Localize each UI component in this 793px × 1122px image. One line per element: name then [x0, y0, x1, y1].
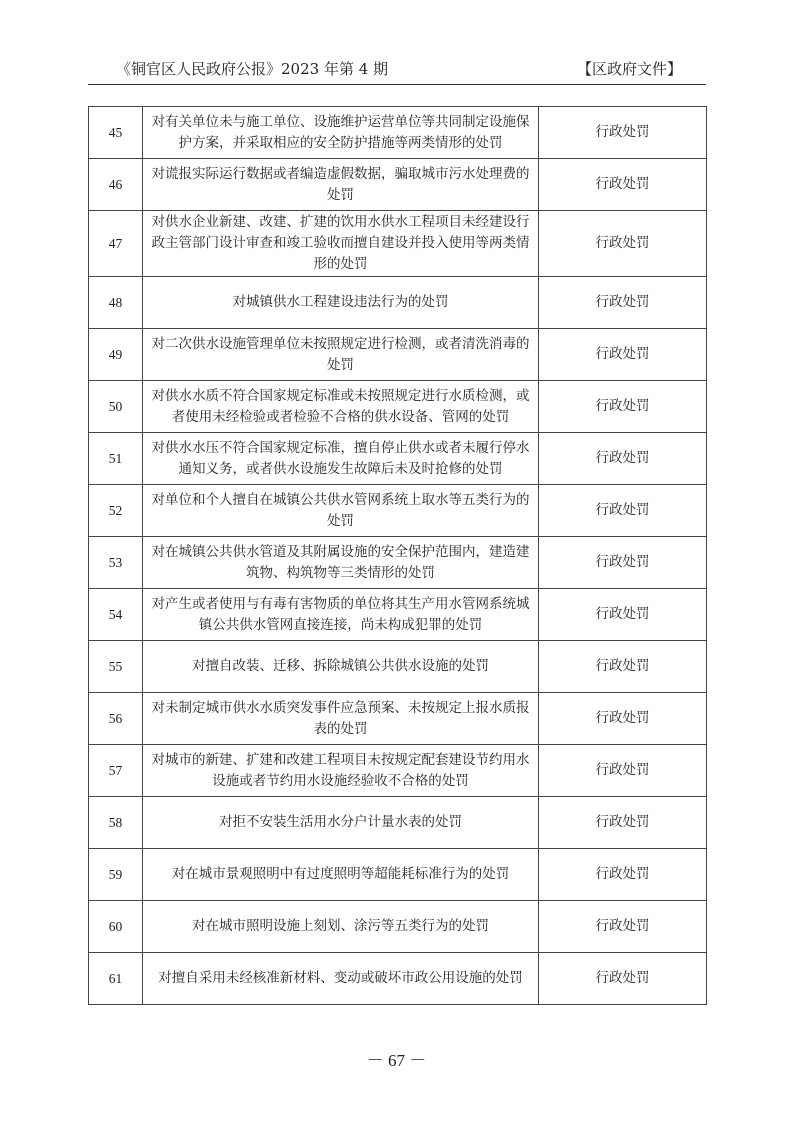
page-header [116, 58, 682, 80]
row-description: 对在城市照明设施上刻划、涂污等五类行为的处罚 [143, 901, 539, 953]
section-label: 【区政府文件】 [576, 60, 682, 78]
row-number: 61 [89, 953, 143, 1005]
row-category: 行政处罚 [539, 211, 707, 277]
row-number: 48 [89, 277, 143, 329]
row-category: 行政处罚 [539, 901, 707, 953]
row-description: 对在城镇公共供水管道及其附属设施的安全保护范围内，建造建筑物、构筑物等三类情形的处罚 [143, 537, 539, 589]
row-category: 行政处罚 [539, 277, 707, 329]
table-row [89, 211, 707, 277]
table-row [89, 381, 707, 433]
table-row [89, 797, 707, 849]
table-row [89, 589, 707, 641]
table-row [89, 745, 707, 797]
row-category: 行政处罚 [539, 433, 707, 485]
row-number: 46 [89, 159, 143, 211]
row-number: 45 [89, 107, 143, 159]
table-row [89, 849, 707, 901]
row-description: 对产生或者使用与有毒有害物质的单位将其生产用水管网系统城镇公共供水管网直接连接，尚未构成犯罪的处罚 [143, 589, 539, 641]
row-description: 对谎报实际运行数据或者编造虚假数据，骗取城市污水处理费的处罚 [143, 159, 539, 211]
row-category: 行政处罚 [539, 589, 707, 641]
publication-title: 《铜官区人民政府公报》2023 年第 4 期 [116, 60, 389, 78]
table-row [89, 159, 707, 211]
row-description: 对单位和个人擅自在城镇公共供水管网系统上取水等五类行为的处罚 [143, 485, 539, 537]
row-number: 50 [89, 381, 143, 433]
row-number: 52 [89, 485, 143, 537]
row-category: 行政处罚 [539, 953, 707, 1005]
row-category: 行政处罚 [539, 329, 707, 381]
row-number: 56 [89, 693, 143, 745]
row-description: 对擅自采用未经核准新材料、变动或破坏市政公用设施的处罚 [143, 953, 539, 1005]
table-row [89, 537, 707, 589]
row-number: 51 [89, 433, 143, 485]
row-category: 行政处罚 [539, 381, 707, 433]
row-description: 对在城市景观照明中有过度照明等超能耗标准行为的处罚 [143, 849, 539, 901]
row-category: 行政处罚 [539, 107, 707, 159]
row-category: 行政处罚 [539, 849, 707, 901]
table-row [89, 693, 707, 745]
table-row [89, 953, 707, 1005]
table-row [89, 641, 707, 693]
page-number: － 67 － [366, 1051, 427, 1070]
row-description: 对供水水质不符合国家规定标准或未按照规定进行水质检测，或者使用未经检验或者检验不合格的供水设备、管网的处罚 [143, 381, 539, 433]
row-category: 行政处罚 [539, 641, 707, 693]
table-row [89, 901, 707, 953]
row-category: 行政处罚 [539, 485, 707, 537]
row-category: 行政处罚 [539, 537, 707, 589]
row-number: 58 [89, 797, 143, 849]
row-description: 对有关单位未与施工单位、设施维护运营单位等共同制定设施保护方案，并采取相应的安全防护措施等两类情形的处罚 [143, 107, 539, 159]
table-row [89, 433, 707, 485]
row-number: 54 [89, 589, 143, 641]
row-number: 53 [89, 537, 143, 589]
row-number: 60 [89, 901, 143, 953]
row-number: 49 [89, 329, 143, 381]
row-description: 对城镇供水工程建设违法行为的处罚 [143, 277, 539, 329]
row-description: 对供水水压不符合国家规定标准，擅自停止供水或者未履行停水通知义务，或者供水设施发生故障后未及时抢修的处罚 [143, 433, 539, 485]
row-number: 47 [89, 211, 143, 277]
row-category: 行政处罚 [539, 159, 707, 211]
row-number: 57 [89, 745, 143, 797]
table-row [89, 277, 707, 329]
row-category: 行政处罚 [539, 797, 707, 849]
row-description: 对城市的新建、扩建和改建工程项目未按规定配套建设节约用水设施或者节约用水设施经验收不合格的处罚 [143, 745, 539, 797]
row-description: 对二次供水设施管理单位未按照规定进行检测，或者清洗消毒的处罚 [143, 329, 539, 381]
penalty-table [88, 106, 707, 1005]
row-description: 对擅自改装、迁移、拆除城镇公共供水设施的处罚 [143, 641, 539, 693]
table-row [89, 329, 707, 381]
row-category: 行政处罚 [539, 745, 707, 797]
row-description: 对供水企业新建、改建、扩建的饮用水供水工程项目未经建设行政主管部门设计审查和竣工验收而擅自建设并投入使用等两类情形的处罚 [143, 211, 539, 277]
row-category: 行政处罚 [539, 693, 707, 745]
header-divider [88, 84, 706, 85]
table-row [89, 485, 707, 537]
row-number: 55 [89, 641, 143, 693]
table-row [89, 107, 707, 159]
row-description: 对未制定城市供水水质突发事件应急预案、未按规定上报水质报表的处罚 [143, 693, 539, 745]
row-number: 59 [89, 849, 143, 901]
row-description: 对拒不安装生活用水分户计量水表的处罚 [143, 797, 539, 849]
